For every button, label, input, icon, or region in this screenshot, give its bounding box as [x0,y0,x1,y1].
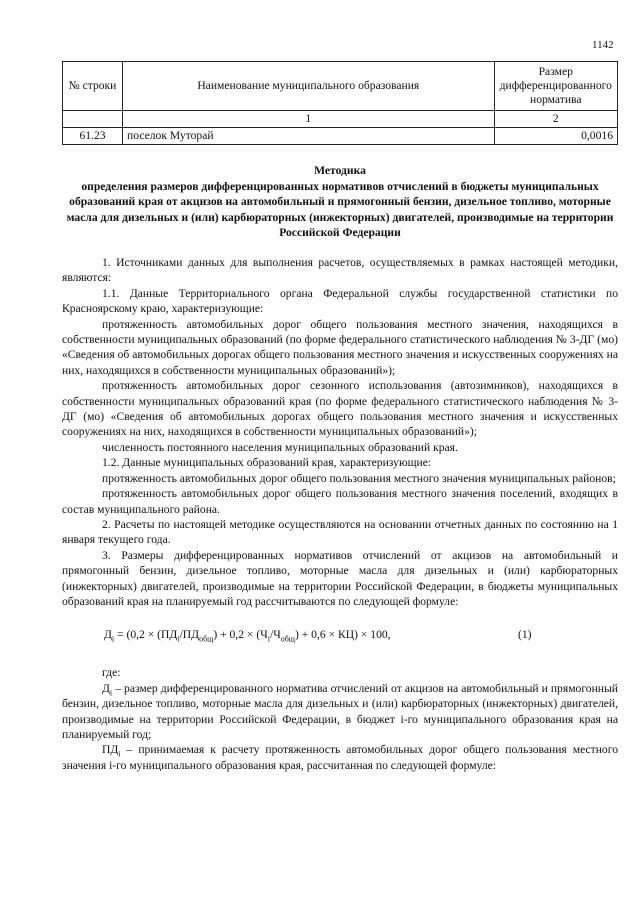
where-label: где: [102,666,121,680]
paragraph-1-1: 1.1. Данные Территориального органа Федеральной службы государственной статистики по Красноярскому краю, характеризующие: [62,286,618,316]
formula-number: (1) [518,628,532,642]
title-line-2: определения размеров дифференцированных нормативов отчислений в бюджеты муниципальных образований края от акцизов на автомобильный и прямогонный бензин, дизельное топливо, моторные масла для дизельных и (или) карбюраторных (инжекторных) двигателей, производимые на территории Российской Федерации [66,179,614,240]
table-row [63,128,618,145]
numbering-cell-1: 1 [123,111,494,128]
paragraph-1: 1. Источниками данных для выполнения расчетов, осуществляемых в рамках настоящей методики, являются: [62,256,618,285]
paragraph-road-length: протяженность автомобильных дорог общего пользования местного значения, находящихся в собственности муниципальных образований (по форме федерального статистического наблюдения № 3-ДГ (мо) «Сведения об автомобильных дорогах общего пользования местного значения и искусственных сооружениях на них, находящихся в собственности муниципальных образований»); [62,317,618,377]
formula-1 [62,627,618,643]
header-row-number: № строки [63,62,123,111]
row-number-cell: 61.23 [63,128,123,145]
norms-table [62,61,618,145]
numbering-cell-2: 2 [494,111,617,128]
paragraph-3: 3. Размеры дифференцированных нормативов отчислений от акцизов на автомобильный и прямогонный бензин, дизельное топливо, моторные масла для дизельных и (или) карбюраторных (инжекторных) двигателей, производимые на территории Российской Федерации, в бюджеты муниципальных образований края на планируемый год рассчитываются по следующей формуле: [62,548,618,608]
definition-pd: $ПД_i$ – принимаемая к расчету протяженность автомобильных дорог общего пользования местного значения i-го муниципального образования края, рассчитанная по следующей формуле: [62,743,618,772]
header-municipality-name: Наименование муниципального образования [123,62,494,111]
paragraph-2: 2. Расчеты по настоящей методике осуществляются на основании отчетных данных по состоянию на 1 января текущего года. [62,517,618,547]
title-line-1: Методика [314,164,366,177]
paragraph-seasonal-roads: протяженность автомобильных дорог сезонного использования (автозимников), находящихся в собственности муниципальных образований края (по форме федерального статистического наблюдения № 3-ДГ (мо) «Сведения об автомобильных дорогах общего пользования местного значения и искусственных сооружениях на них, находящихся в собственности муниципальных образований»); [62,379,618,439]
table-header-row [63,62,618,111]
methodology-title [62,163,618,241]
paragraph-district-roads: протяженность автомобильных дорог общего пользования местного значения муниципальных районов; [102,471,616,485]
methodology-body [62,255,618,773]
page-number: 1142 [592,39,614,51]
municipality-name-cell: поселок Муторай [123,128,494,145]
header-norm-size: Размер дифференцированного норматива [494,62,617,111]
paragraph-settlement-roads: протяженность автомобильных дорог общего пользования местного значения поселений, входящих в состав муниципального района. [62,487,618,516]
norm-value-cell: 0,0016 [494,128,617,145]
numbering-cell-empty [63,111,123,128]
table-numbering-row [63,111,618,128]
definition-d: $Д_i$ – размер дифференцированного норматива отчислений от акцизов на автомобильный и прямогонный бензин, дизельное топливо, моторные масла для дизельных и (или) карбюраторных (инжекторных) двигателей, производимые на территории Российской Федерации, в бюджет i-го муниципального образования края на планируемый год; [62,681,618,741]
paragraph-population: численность постоянного населения муниципальных образований края. [102,440,458,454]
paragraph-1-2: 1.2. Данные муниципальных образований края, характеризующие: [102,456,432,470]
formula-expression: $Д_i = (0,2 \times (ПД_i/ПД_{общ}) + 0,2 \times (Ч_i/Ч_{общ}) + 0,6 \times КЦ) \times 100$, [104,628,391,644]
